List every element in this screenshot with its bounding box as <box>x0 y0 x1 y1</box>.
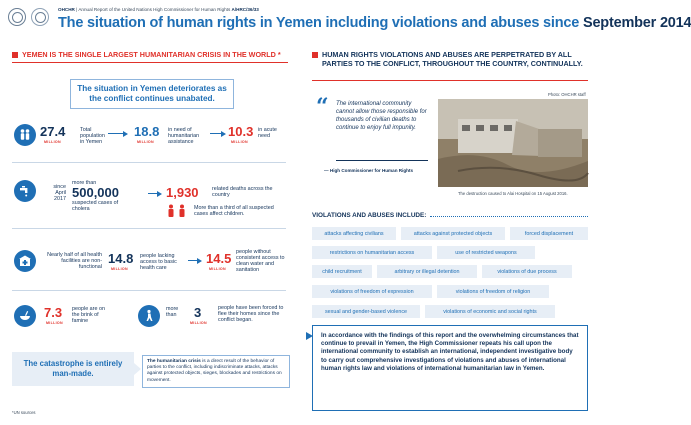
violation-chip: violations of economic and social rights <box>425 305 555 318</box>
people-icon <box>14 124 36 146</box>
right-heading: HUMAN RIGHTS VIOLATIONS AND ABUSES ARE PERPETRATED BY ALL PARTIES TO THE CONFLICT, THROUGHOUT THE COUNTRY, CONTINUALLY. <box>322 50 583 68</box>
right-heading-rule <box>312 80 588 81</box>
section-marker <box>312 52 318 58</box>
famine-value: 7.3 <box>44 305 63 320</box>
quote-rule <box>336 160 428 161</box>
situation-callout: The situation in Yemen deteriorates as the conflict continues unabated. <box>70 79 234 109</box>
deaths-value: 1,930 <box>166 185 199 200</box>
left-heading: YEMEN IS THE SINGLE LARGEST HUMANITARIAN CRISIS IN THE WORLD * <box>22 50 281 59</box>
violations-heading: VIOLATIONS AND ABUSES INCLUDE: <box>312 212 427 219</box>
water-unit: MILLION <box>209 267 226 271</box>
total-population-unit: MILLION <box>44 140 61 144</box>
famine-label: people are on the brink of famine <box>72 306 105 324</box>
quote-source: — High Commissioner for Human Rights <box>324 168 414 173</box>
violation-chip: violations of freedom of expression <box>312 285 432 298</box>
arrow-right-icon <box>188 260 200 261</box>
violation-chip: forced displacement <box>510 227 588 240</box>
lacking-label: people lacking access to basic health care <box>140 253 177 271</box>
violation-chip: attacks against protected objects <box>401 227 505 240</box>
walking-person-icon <box>138 305 160 327</box>
deaths-label: related deaths across the country <box>212 186 273 198</box>
row-divider <box>12 290 286 291</box>
need-value: 18.8 <box>134 124 160 139</box>
children-label: More than a third of all suspected cases affect children. <box>194 205 274 217</box>
facilities-label: Nearly half of all health facilities are non-functional <box>47 252 102 270</box>
need-unit: MILLION <box>137 140 154 144</box>
need-label: in need of humanitarian assistance <box>168 127 200 145</box>
fled-value: 3 <box>194 305 202 320</box>
violation-chip: child recruitment <box>312 265 372 278</box>
lacking-unit: MILLION <box>111 267 128 271</box>
row-divider <box>12 162 286 163</box>
violation-chip: sexual and gender-based violence <box>312 305 420 318</box>
more-than-label: more than <box>72 180 97 186</box>
arrow-right-icon <box>148 193 160 194</box>
section-marker <box>12 52 18 58</box>
conclusion-box: In accordance with the findings of this report and the overwhelming circumstances that continue to prevail in Yemen, the High Commissioner repeats his call upon the international community to establish an international, independent investigative body to carry out comprehensive investigations of violations and abuses of international human rights law and violations of international humanitarian law in Yemen. <box>312 325 588 411</box>
hospital-icon <box>14 250 36 272</box>
bowl-icon <box>14 305 36 327</box>
violation-chip: violations of freedom of religion <box>437 285 549 298</box>
crisis-note: The humanitarian crisis is a direct result of the behavior of parties to the conflict, including indiscriminate attacks, attacks against protected objects, sieges, blockades and restrictions on movement. <box>142 355 290 388</box>
footnote: *UN sources <box>12 410 36 415</box>
un-emblem-icon <box>8 8 26 26</box>
water-value: 14.5 <box>206 251 232 266</box>
tap-icon <box>14 180 36 202</box>
photo-credit: Photo: OHCHR staff <box>548 92 586 97</box>
total-population-label: Total population in Yemen <box>80 127 105 145</box>
quote-text: The international community cannot allow those responsible for thousands of civilian deaths to continue to enjoy full impunity. <box>336 101 427 131</box>
violation-chip: violations of due process <box>482 265 572 278</box>
more-than-label: more than <box>166 306 179 318</box>
acute-need-value: 10.3 <box>228 124 254 139</box>
arrow-right-icon <box>210 133 224 134</box>
manmade-callout: The catastrophe is entirely man-made. <box>12 352 134 386</box>
water-label: people without consistent access to clean water and sanitation <box>236 249 285 273</box>
violation-chip: attacks affecting civilians <box>312 227 396 240</box>
left-heading-rule <box>12 62 288 63</box>
cholera-value: 500,000 <box>72 185 119 200</box>
cholera-label: suspected cases of cholera <box>72 200 119 212</box>
famine-unit: MILLION <box>46 321 63 325</box>
fled-unit: MILLION <box>190 321 207 325</box>
violations-heading-rule <box>430 216 588 217</box>
violation-chip: use of restricted weapons <box>437 246 535 259</box>
fled-label: people have been forced to flee their homes since the conflict began. <box>218 305 284 323</box>
page-title: The situation of human rights in Yemen including violations and abuses since September 2014 <box>58 15 691 31</box>
report-line: OHCHR | Annual Report of the United Nations High Commissioner for Human Rights A/HRC/36/33 <box>58 7 259 12</box>
hospital-photo <box>438 99 588 187</box>
lacking-value: 14.8 <box>108 251 134 266</box>
children-icon <box>166 204 188 218</box>
quote-mark-icon: “ <box>316 94 329 120</box>
ohchr-emblem-icon <box>31 8 49 26</box>
acute-need-label: in acute need <box>258 127 277 139</box>
total-population-value: 27.4 <box>40 124 66 139</box>
since-label: since April 2017 <box>53 184 66 202</box>
arrow-right-icon <box>108 133 126 134</box>
violation-chip: restrictions on humanitarian access <box>312 246 432 259</box>
callout-pointer <box>134 363 141 375</box>
row-divider <box>12 228 286 229</box>
violation-chip: arbitrary or illegal detention <box>377 265 477 278</box>
photo-caption: The destruction caused to Alai Hospital on 15 August 2016. <box>458 191 568 196</box>
acute-need-unit: MILLION <box>231 140 248 144</box>
